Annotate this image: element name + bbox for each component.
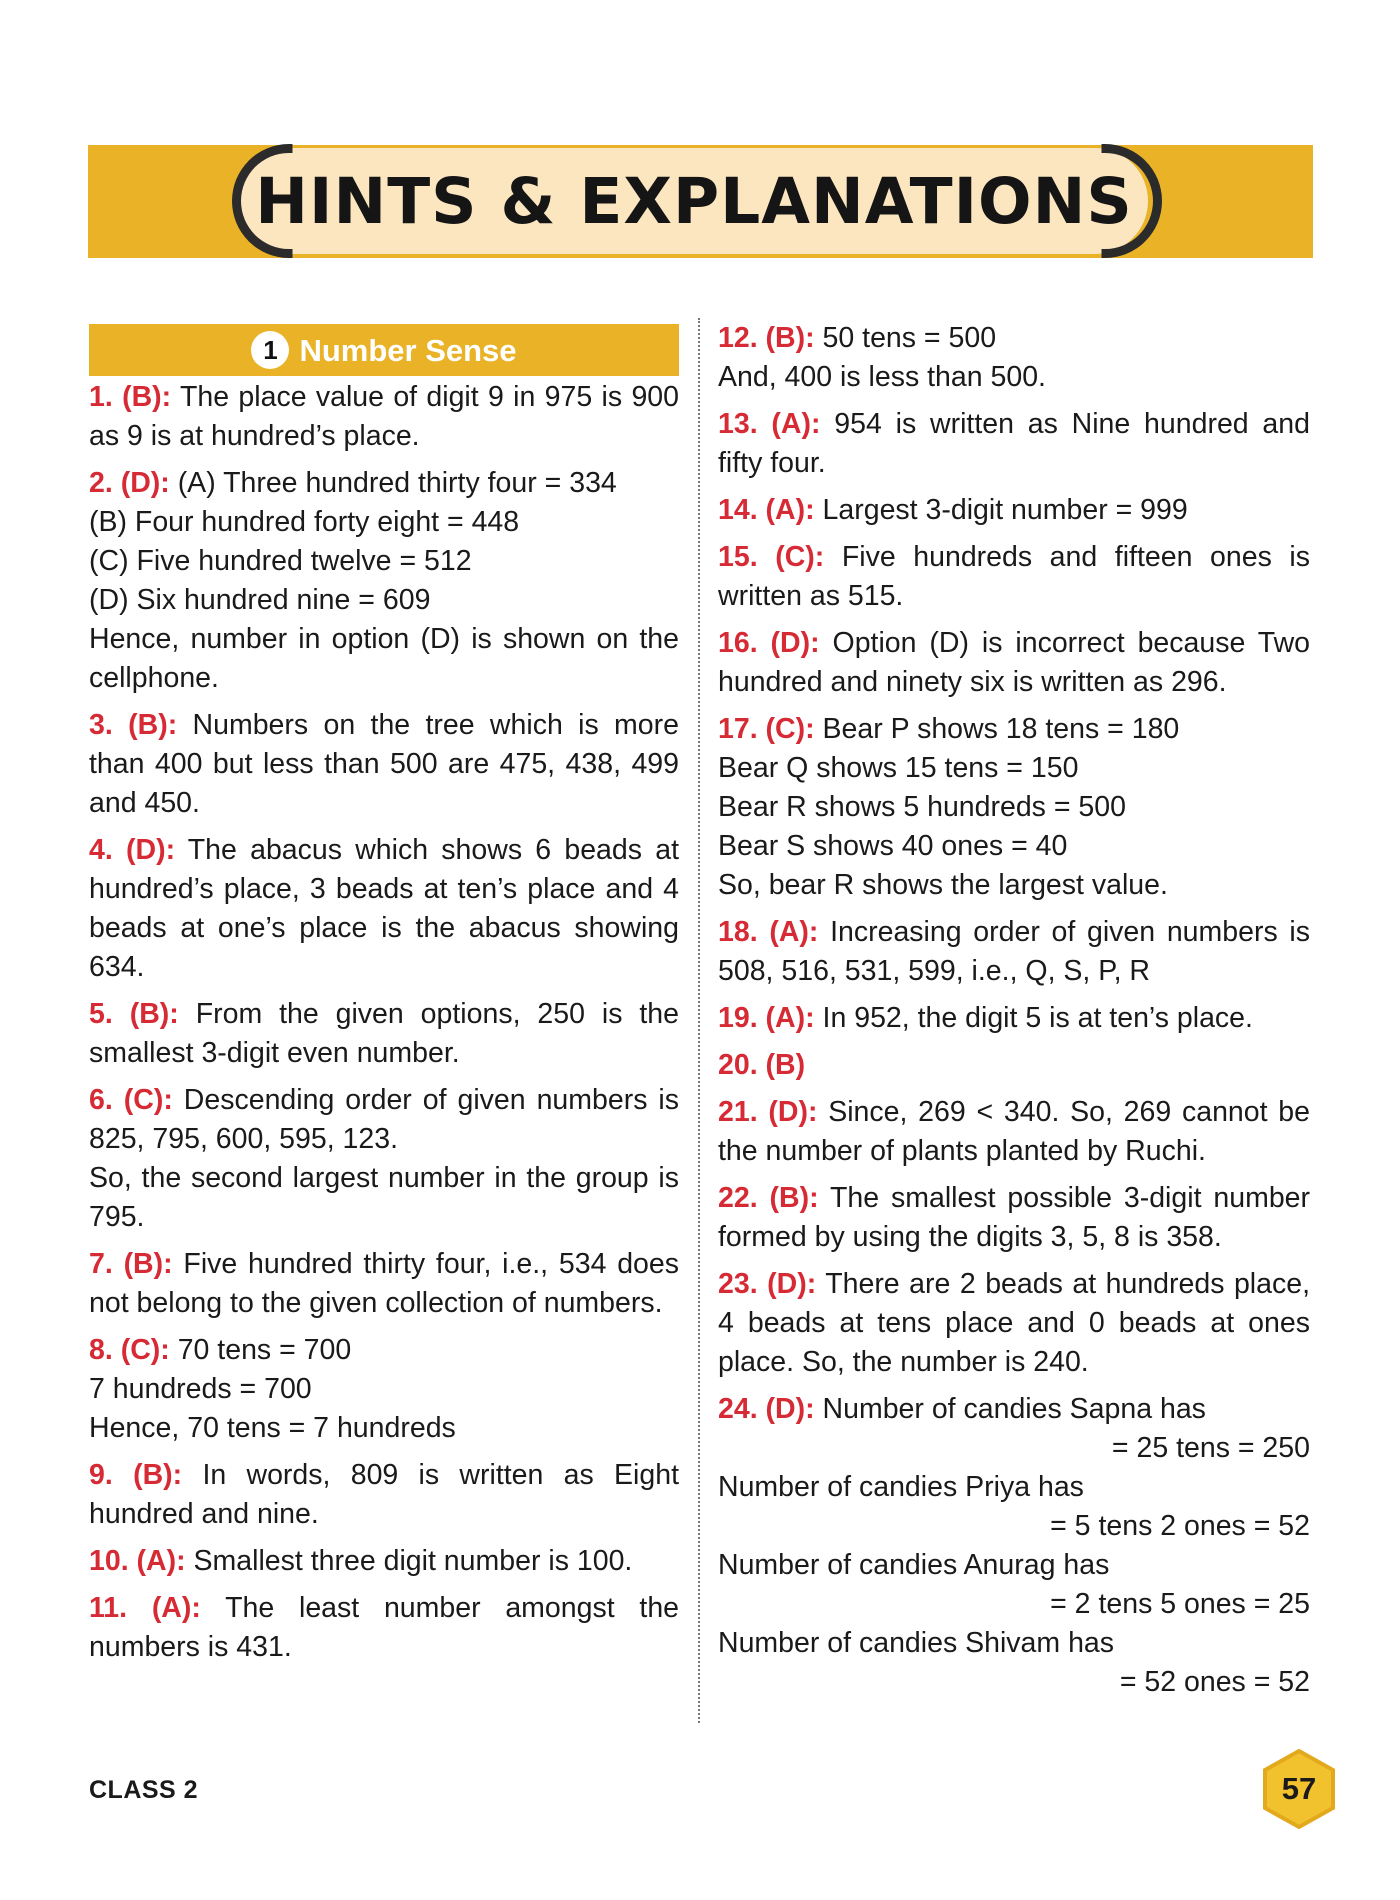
- answer-first-line: [89, 1331, 679, 1370]
- answer-option: (D):: [770, 627, 820, 659]
- answer-item: [718, 319, 1310, 397]
- answer-item: [718, 1390, 1310, 1702]
- question-number: 10.: [89, 1545, 129, 1577]
- answer-first-line: [718, 1046, 1310, 1085]
- answer-line: (B) Four hundred forty eight = 448: [89, 506, 520, 538]
- answer-item: [718, 405, 1310, 483]
- answer-text: The place value of digit 9 in 975 is 900 as 9 is at hundred’s place.: [89, 381, 679, 452]
- answer-option: (B):: [765, 322, 815, 354]
- answer-text: Five hundred thirty four, i.e., 534 does not belong to the given collection of numbers.: [89, 1248, 679, 1319]
- answer-option: (A):: [771, 408, 821, 440]
- answer-option: (C):: [765, 713, 815, 745]
- question-number: 16.: [718, 627, 758, 659]
- question-number: 6.: [89, 1084, 113, 1116]
- class-label: CLASS 2: [89, 1776, 199, 1804]
- question-number: 22.: [718, 1182, 758, 1214]
- answer-item: [89, 831, 679, 987]
- answer-text: Largest 3-digit number = 999: [822, 494, 1188, 526]
- answer-item: [718, 1265, 1310, 1382]
- answer-option: (B): [765, 1049, 806, 1081]
- answer-item: [718, 1046, 1310, 1085]
- question-number: 2.: [89, 467, 113, 499]
- answer-text: (A) Three hundred thirty four = 334: [177, 467, 617, 499]
- answer-text: In words, 809 is written as Eight hundred and nine.: [89, 1459, 680, 1530]
- answer-line: Hence, number in option (D) is shown on the cellphone.: [89, 623, 679, 694]
- answer-first-line: [89, 995, 679, 1073]
- answer-first-line: [718, 319, 1310, 358]
- answer-text: From the given options, 250 is the smallest 3-digit even number.: [89, 998, 679, 1069]
- answer-item: [89, 1589, 679, 1667]
- question-number: 24.: [718, 1393, 758, 1425]
- question-number: 4.: [89, 834, 113, 866]
- answer-line: 7 hundreds = 700: [89, 1373, 312, 1405]
- answer-item: [89, 1456, 679, 1534]
- answer-line: Bear S shows 40 ones = 40: [718, 830, 1068, 862]
- answer-option: (A):: [765, 1002, 815, 1034]
- answer-option: (B):: [123, 1248, 173, 1280]
- answer-item: [89, 464, 679, 698]
- answer-first-line: [718, 999, 1310, 1038]
- answer-option: (D):: [120, 467, 170, 499]
- question-number: 21.: [718, 1096, 758, 1128]
- right-answers: [718, 319, 1310, 1702]
- question-number: 20.: [718, 1049, 758, 1081]
- answer-line: So, the second largest number in the group is 795.: [89, 1162, 679, 1233]
- question-number: 13.: [718, 408, 758, 440]
- answer-option: (C):: [123, 1084, 173, 1116]
- answer-text: Number of candies Sapna has: [822, 1393, 1206, 1425]
- question-number: 15.: [718, 541, 758, 573]
- answer-option: (A):: [151, 1592, 201, 1624]
- answer-item: [718, 710, 1310, 905]
- answer-option: (B):: [769, 1182, 819, 1214]
- answer-text: Numbers on the tree which is more than 400 but less than 500 are 475, 438, 499 and 450.: [89, 709, 679, 819]
- answer-line: (D) Six hundred nine = 609: [89, 584, 431, 616]
- section-title: Number Sense: [299, 332, 517, 368]
- answer-line: Bear Q shows 15 tens = 150: [718, 752, 1079, 784]
- answer-first-line: [718, 710, 1310, 749]
- question-number: 11.: [89, 1592, 128, 1624]
- answer-line: So, bear R shows the largest value.: [718, 869, 1168, 901]
- question-number: 8.: [89, 1334, 113, 1366]
- answer-option: (B):: [128, 709, 178, 741]
- answer-line: = 52 ones = 52: [1119, 1666, 1310, 1698]
- answer-text: The least number amongst the numbers is 431.: [89, 1592, 680, 1663]
- answer-first-line: [718, 1265, 1310, 1382]
- answer-option: (A):: [136, 1545, 186, 1577]
- page-title: HINTS & EXPLANATIONS: [255, 164, 1133, 238]
- answer-first-line: [89, 1589, 679, 1667]
- page-number: 57: [1281, 1771, 1317, 1806]
- answer-first-line: [718, 1390, 1310, 1429]
- answer-option: (C):: [120, 1334, 170, 1366]
- answer-text: 70 tens = 700: [177, 1334, 352, 1366]
- answer-first-line: [89, 1542, 679, 1581]
- answer-text: In 952, the digit 5 is at ten’s place.: [822, 1002, 1253, 1034]
- answer-item: [718, 491, 1310, 530]
- answer-item: [89, 1331, 679, 1448]
- answer-option: (A):: [765, 494, 815, 526]
- answer-first-line: [718, 1093, 1310, 1171]
- answer-text: Smallest three digit number is 100.: [193, 1545, 633, 1577]
- answer-text: Increasing order of given numbers is 508, 516, 531, 599, i.e., Q, S, P, R: [718, 916, 1310, 987]
- answer-text: Option (D) is incorrect because Two hundred and ninety six is written as 296.: [718, 627, 1311, 698]
- answer-option: (D):: [768, 1096, 818, 1128]
- answer-line: = 5 tens 2 ones = 52: [1050, 1510, 1310, 1542]
- answer-item: [89, 378, 679, 456]
- question-number: 9.: [89, 1459, 113, 1491]
- answer-item: [718, 1179, 1310, 1257]
- answer-item: [718, 913, 1310, 991]
- answer-line: Bear R shows 5 hundreds = 500: [718, 791, 1126, 823]
- answer-line: Number of candies Priya has: [718, 1471, 1084, 1503]
- answer-text: Five hundreds and fifteen ones is written as 515.: [718, 541, 1310, 612]
- answer-option: (A):: [769, 916, 819, 948]
- section-number: 1: [251, 331, 289, 369]
- answer-item: [89, 706, 679, 823]
- answer-line: = 25 tens = 250: [1111, 1432, 1310, 1464]
- answer-option: (D):: [126, 834, 176, 866]
- answer-item: [718, 538, 1310, 616]
- answer-first-line: [89, 1081, 679, 1159]
- answer-first-line: [89, 378, 679, 456]
- answer-option: (B):: [122, 381, 172, 413]
- answer-option: (B):: [133, 1459, 183, 1491]
- answer-item: [89, 995, 679, 1073]
- answer-text: 954 is written as Nine hundred and fifty four.: [718, 408, 1310, 479]
- answer-line: = 2 tens 5 ones = 25: [1050, 1588, 1310, 1620]
- question-number: 14.: [718, 494, 758, 526]
- answer-line: Hence, 70 tens = 7 hundreds: [89, 1412, 456, 1444]
- answer-text: There are 2 beads at hundreds place, 4 beads at tens place and 0 beads at ones place. So, the number is 240.: [718, 1268, 1311, 1378]
- answer-text: The smallest possible 3-digit number formed by using the digits 3, 5, 8 is 358.: [718, 1182, 1311, 1253]
- answer-option: (C):: [775, 541, 825, 573]
- answer-line: Number of candies Anurag has: [718, 1549, 1110, 1581]
- left-answers: [89, 378, 679, 1667]
- question-number: 7.: [89, 1248, 113, 1280]
- answer-first-line: [718, 538, 1310, 616]
- answer-first-line: [89, 1245, 679, 1323]
- answer-line: (C) Five hundred twelve = 512: [89, 545, 472, 577]
- question-number: 5.: [89, 998, 113, 1030]
- answer-first-line: [89, 464, 679, 503]
- answer-line: Number of candies Shivam has: [718, 1627, 1115, 1659]
- answer-item: [718, 1093, 1310, 1171]
- answer-first-line: [718, 1179, 1310, 1257]
- answer-item: [89, 1081, 679, 1237]
- answer-first-line: [89, 831, 679, 987]
- answer-first-line: [718, 624, 1310, 702]
- answer-text: Since, 269 < 340. So, 269 cannot be the number of plants planted by Ruchi.: [718, 1096, 1311, 1167]
- question-number: 18.: [718, 916, 758, 948]
- answer-first-line: [89, 1456, 679, 1534]
- answer-item: [718, 999, 1310, 1038]
- answer-item: [718, 624, 1310, 702]
- answer-text: 50 tens = 500: [822, 322, 997, 354]
- question-number: 3.: [89, 709, 113, 741]
- question-number: 23.: [718, 1268, 758, 1300]
- question-number: 19.: [718, 1002, 758, 1034]
- answer-item: [89, 1245, 679, 1323]
- section-header: [89, 324, 679, 376]
- answer-option: (B):: [129, 998, 179, 1030]
- right-column: [718, 319, 1310, 1710]
- answer-text: Descending order of given numbers is 825, 795, 600, 595, 123.: [89, 1084, 679, 1155]
- question-number: 1.: [89, 381, 113, 413]
- answer-line: And, 400 is less than 500.: [718, 361, 1046, 393]
- answer-first-line: [718, 913, 1310, 991]
- answer-item: [89, 1542, 679, 1581]
- answer-text: Bear P shows 18 tens = 180: [822, 713, 1180, 745]
- column-divider: [698, 318, 700, 1723]
- answer-first-line: [718, 491, 1310, 530]
- left-column: [89, 324, 679, 1675]
- answer-first-line: [89, 706, 679, 823]
- answer-first-line: [718, 405, 1310, 483]
- answer-option: (D):: [767, 1268, 817, 1300]
- question-number: 17.: [718, 713, 758, 745]
- answer-text: The abacus which shows 6 beads at hundred’s place, 3 beads at ten’s place and 4 beads at one’s place is the abacus showing 634.: [89, 834, 679, 983]
- answer-option: (D):: [765, 1393, 815, 1425]
- question-number: 12.: [718, 322, 758, 354]
